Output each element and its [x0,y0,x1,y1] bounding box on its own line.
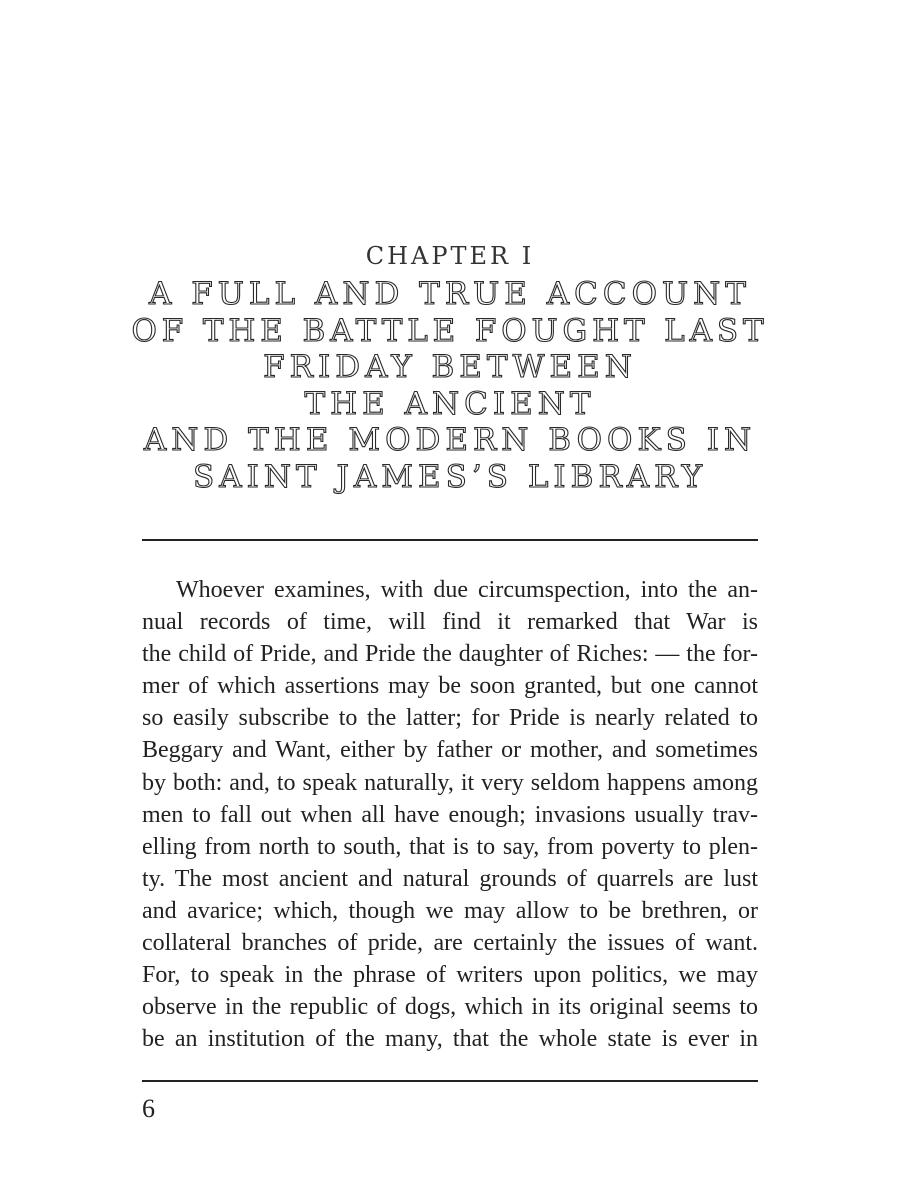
body-line: and avarice; which, though we may allow to be brethren, or [142,897,758,924]
chapter-title-line: OF THE BATTLE FOUGHT LAST [131,312,769,349]
chapter-title-line: THE ANCIENT [304,385,596,422]
chapter-title [130,276,770,495]
body-line: ty. The most ancient and natural grounds of quarrels are lust [142,865,758,892]
chapter-label: CHAPTER I [365,242,535,270]
chapter-title-line: A FULL AND TRUE ACCOUNT [149,276,751,312]
body-line: Whoever examines, with due circumspection, into the an- [176,577,758,603]
bottom-divider [142,1080,758,1082]
top-divider [142,539,758,541]
body-line: Beggary and Want, either by father or mother, and sometimes [142,737,758,764]
body-line: elling from north to south, that is to say, from poverty to plen- [142,833,758,860]
body-line: nual records of time, will find it remarked that War is [142,609,758,636]
body-line: For, to speak in the phrase of writers upon politics, we may [142,962,758,989]
body-line: be an institution of the many, that the whole state is ever in [142,1026,758,1053]
body-paragraph [142,574,758,1055]
body-line: by both: and, to speak naturally, it very seldom happens among [142,769,758,796]
body-line: mer of which assertions may be soon granted, but one cannot [142,673,758,700]
chapter-title-line: AND THE MODERN BOOKS IN [143,422,757,458]
body-line: men to fall out when all have enough; invasions usually trav- [142,801,758,828]
body-line: observe in the republic of dogs, which in its original seems to [142,994,758,1021]
body-line: so easily subscribe to the latter; for Pride is nearly related to [142,705,758,732]
chapter-title-line: SAINT JAMES’S LIBRARY [192,458,708,495]
page-number: 6 [142,1094,155,1123]
body-line: the child of Pride, and Pride the daughter of Riches: — the for- [142,641,758,668]
chapter-title-line: FRIDAY BETWEEN [263,349,637,385]
body-line: collateral branches of pride, are certainly the issues of want. [142,930,758,957]
